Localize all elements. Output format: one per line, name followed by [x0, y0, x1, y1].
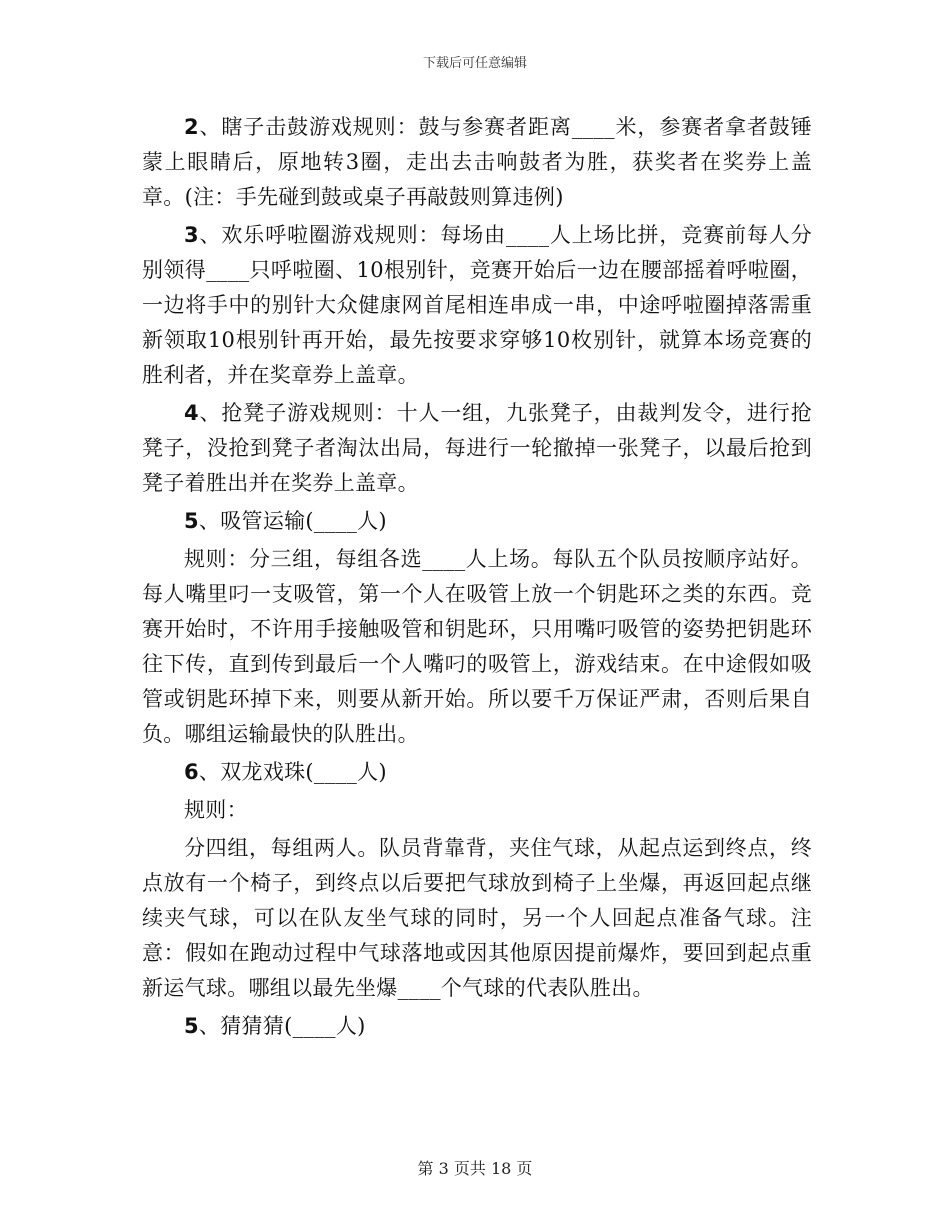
item-number: 3 [184, 223, 199, 247]
paragraph-text: 、抢凳子游戏规则：十人一组，九张凳子，由裁判发令，进行抢凳子，没抢到凳子者淘汰出局，每进行一轮撤掉一张凳子，以最后抢到凳子着胜出并在奖券上盖章。 [142, 401, 812, 495]
item-number: 6 [184, 760, 199, 784]
heading-double-dragon [142, 755, 812, 790]
paragraph-text: 、吸管运输(____人) [198, 509, 387, 533]
paragraph-rule-4 [142, 396, 812, 501]
paragraph-text: 、欢乐呼啦圈游戏规则：每场由____人上场比拼，竞赛前每人分别领得____只呼啦圈、10根别针，竞赛开始后一边在腰部摇着呼啦圈，一边将手中的别针大众健康网首尾相连串成一串，中途呼啦圈掉落需重新领取10根别针再开始，最先按要求穿够10枚别针，就算本场竞赛的胜利者，并在奖章券上盖章。 [142, 223, 812, 387]
document-body [142, 110, 812, 1044]
page-footer: 第 3 页共 18 页 [417, 1159, 533, 1178]
item-number: 5 [184, 509, 199, 533]
paragraph-balloon-rules [142, 831, 812, 1006]
paragraph-text: 分四组，每组两人。队员背靠背，夹住气球，从起点运到终点，终点放有一个椅子，到终点以后要把气球放到椅子上坐爆，再返回起点继续夹气球，可以在队友坐气球的同时，另一个人回起点准备气球。注意：假如在跑动过程中气球落地或因其他原因提前爆炸，要回到起点重新运气球。哪组以最先坐爆____个气球的代表队胜出。 [142, 836, 812, 1000]
paragraph-text: 规则： [184, 798, 248, 822]
paragraph-rule-2 [142, 110, 812, 215]
item-number: 4 [184, 401, 199, 425]
paragraph-text: 规则：分三组，每组各选____人上场。每队五个队员按顺序站好。每人嘴里叼一支吸管，第一个人在吸管上放一个钥匙环之类的东西。竞赛开始时，不许用手接触吸管和钥匙环，只用嘴叼吸管的姿势把钥匙环往下传，直到传到最后一个人嘴叼的吸管上，游戏结束。在中途假如吸管或钥匙环掉下来，则要从新开始。所以要千万保证严肃，否则后果自负。哪组运输最快的队胜出。 [142, 547, 812, 746]
paragraph-text: 、瞎子击鼓游戏规则：鼓与参赛者距离____米，参赛者拿者鼓锤蒙上眼睛后，原地转3圈，走出去击响鼓者为胜，获奖者在奖券上盖章。(注：手先碰到鼓或桌子再敲鼓则算违例) [142, 115, 812, 209]
item-number: 5 [184, 1014, 199, 1038]
heading-straw-transport [142, 504, 812, 539]
paragraph-straw-rules [142, 542, 812, 752]
paragraph-text: 、猜猜猜(____人) [198, 1014, 366, 1038]
paragraph-rule-3 [142, 218, 812, 393]
heading-guess-game [142, 1009, 812, 1044]
paragraph-text: 、双龙戏珠(____人) [198, 760, 387, 784]
page-header: 下载后可任意编辑 [422, 56, 527, 71]
paragraph-rules-label [142, 793, 812, 828]
item-number: 2 [184, 115, 199, 139]
